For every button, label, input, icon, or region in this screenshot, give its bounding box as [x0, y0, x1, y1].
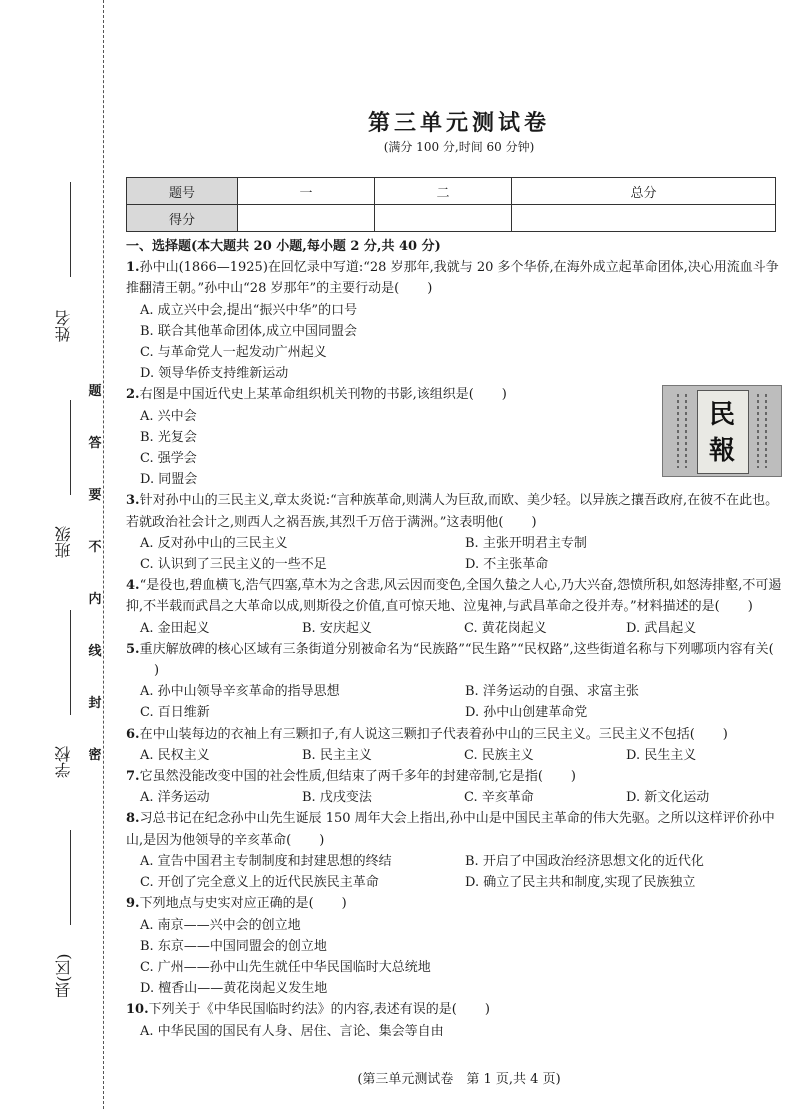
option-row	[126, 745, 790, 766]
question-number: 8.	[126, 811, 140, 827]
option: C. 强学会	[140, 451, 197, 467]
option-row	[126, 554, 790, 575]
option: B. 主张开明君主专制	[465, 535, 587, 551]
question-close: )	[154, 663, 160, 679]
school-field-line[interactable]	[70, 610, 71, 715]
option: B. 民主主义	[302, 747, 372, 763]
question-text: 下列关于《中华民国临时约法》的内容,表述有误的是(	[148, 1002, 457, 1018]
class-field-line[interactable]	[70, 400, 71, 495]
class-label: 班级	[54, 526, 73, 558]
question-number: 10.	[126, 1002, 149, 1018]
binding-char-da: 答	[88, 436, 102, 451]
score-header-label: 题号	[127, 178, 238, 205]
question-close: )	[570, 769, 576, 785]
name-field-line[interactable]	[70, 182, 71, 277]
question-number: 1.	[126, 260, 140, 276]
newspaper-title-char-2: 報	[708, 436, 735, 466]
option-row	[126, 618, 790, 639]
binding-char-xian: 线	[88, 644, 102, 659]
option: A. 洋务运动	[140, 790, 210, 806]
binding-margin	[0, 0, 118, 1109]
option: C. 辛亥革命	[464, 790, 534, 806]
question-text: 下列地点与史实对应正确的是(	[139, 896, 314, 912]
question-number: 6.	[126, 726, 140, 742]
option-row	[126, 533, 790, 554]
question-text: “是役也,碧血横飞,浩气四塞,草木为之含悲,风云因而变色,全国久蛰之人心,乃大兴奋,怨愤所积,如怒涛排壑,不可遏抑,不半载而武昌之大革命以成,则斯役之价值,直可惊天地、泣鬼神,与武昌革命之役并寿。”材料描述的是(	[126, 578, 782, 615]
question-text: 习总书记在纪念孙中山先生诞辰 150 周年大会上指出,孙中山是中国民主革命的伟大先驱。之所以这样评价孙中山,是因为他领导的辛亥革命(	[126, 811, 775, 848]
binding-char-yao: 要	[88, 488, 102, 503]
question-close: )	[501, 387, 507, 403]
option: B. 联合其他革命团体,成立中国同盟会	[140, 323, 357, 339]
option-row	[126, 851, 790, 872]
question-number: 5.	[126, 641, 140, 657]
question-text: 孙中山(1866—1925)在回忆录中写道:“28 岁那年,我就与 20 多个华侨,在海外成立起革命团体,决心用流血斗争推翻清王朝。”孙中山“28 岁那年”的主要行动是(	[126, 260, 779, 297]
newspaper-title-char-1: 民	[708, 400, 735, 430]
name-label: 姓名	[54, 310, 73, 342]
option-row	[126, 787, 790, 808]
score-row-label: 得分	[127, 205, 238, 232]
option: D. 新文化运动	[626, 790, 710, 806]
page-footer: (第三单元测试卷 第 1 页,共 4 页)	[357, 1072, 561, 1087]
score-cell-part1[interactable]	[238, 205, 375, 232]
question-9	[126, 893, 790, 914]
binding-char-feng: 封	[88, 696, 102, 711]
binding-char-bu: 不	[88, 540, 102, 555]
question-close: )	[484, 1002, 490, 1018]
binding-char-nei: 内	[88, 592, 102, 607]
question-3	[126, 490, 790, 532]
score-table	[126, 177, 776, 232]
question-close: )	[531, 514, 537, 530]
option: B. 东京——中国同盟会的创立地	[140, 938, 327, 954]
score-cell-total[interactable]	[511, 205, 775, 232]
county-field-line[interactable]	[70, 830, 71, 925]
question-5	[126, 639, 790, 681]
option: D. 领导华侨支持维新运动	[140, 366, 289, 382]
score-header-total: 总分	[511, 178, 775, 205]
question-7	[126, 766, 790, 787]
question-text: 重庆解放碑的核心区域有三条街道分别被命名为“民族路”“民生路”“民权路”,这些街道名称与下列哪项内容有关(	[139, 641, 774, 657]
option: B. 戊戌变法	[302, 790, 372, 806]
option: A. 兴中会	[140, 408, 197, 424]
page-subtitle: (满分 100 分,时间 60 分钟)	[383, 140, 535, 154]
option: B. 洋务运动的自强、求富主张	[465, 684, 639, 700]
binding-char-mi: 密	[88, 748, 102, 763]
question-close: )	[722, 726, 728, 742]
option: A. 中华民国的国民有人身、居住、言论、集会等自由	[140, 1023, 444, 1039]
question-2	[126, 384, 790, 405]
question-number: 7.	[126, 769, 140, 785]
option: A. 南京——兴中会的创立地	[140, 917, 301, 933]
score-header-part1: 一	[238, 178, 375, 205]
question-text: 在中山装每边的衣袖上有三颗扣子,有人说这三颗扣子代表着孙中山的三民主义。三民主义不包括(	[139, 726, 695, 742]
page-title: 第三单元测试卷	[367, 110, 550, 136]
question-6	[126, 724, 790, 745]
question-text: 针对孙中山的三民主义,章太炎说:“言种族革命,则满人为巨敌,而欧、美少轻。以异族之攘吾政府,在彼不在此也。若就政治社会计之,则西人之祸吾族,其烈千万倍于满洲。”这表明他(	[126, 493, 779, 530]
option: A. 宣告中国君主专制制度和封建思想的终结	[140, 853, 392, 869]
question-text: 右图是中国近代史上某革命组织机关刊物的书影,该组织是(	[139, 387, 474, 403]
option: D. 同盟会	[140, 472, 198, 488]
option: C. 开创了完全意义上的近代民族民主革命	[140, 875, 379, 891]
option: C. 黄花岗起义	[464, 620, 547, 636]
question-number: 4.	[126, 578, 140, 594]
option: C. 民族主义	[464, 747, 534, 763]
option-row	[126, 702, 790, 723]
question-number: 9.	[126, 896, 140, 912]
score-cell-part2[interactable]	[374, 205, 511, 232]
question-close: )	[319, 832, 325, 848]
score-header-part2: 二	[374, 178, 511, 205]
county-label: 县(区)	[54, 953, 73, 998]
option: D. 孙中山创建革命党	[465, 705, 588, 721]
option: A. 孙中山领导辛亥革命的指导思想	[140, 684, 340, 700]
question-number: 2.	[126, 387, 140, 403]
section-heading: 一、选择题(本大题共 20 小题,每小题 2 分,共 40 分)	[126, 239, 441, 254]
question-10	[126, 999, 790, 1020]
option: D. 檀香山——黄花岗起义发生地	[140, 981, 328, 997]
question-4	[126, 575, 790, 617]
option-row	[126, 681, 790, 702]
option: C. 广州——孙中山先生就任中华民国临时大总统地	[140, 959, 431, 975]
option: A. 反对孙中山的三民主义	[140, 535, 288, 551]
option: A. 成立兴中会,提出“振兴中华”的口号	[140, 302, 358, 318]
option: D. 民生主义	[626, 747, 697, 763]
option: D. 武昌起义	[626, 620, 697, 636]
exam-content	[126, 236, 790, 1042]
binding-char-ti: 题	[88, 384, 102, 399]
option: A. 金田起义	[140, 620, 210, 636]
question-1	[126, 257, 790, 299]
question-8	[126, 808, 790, 850]
question-close: )	[747, 599, 753, 615]
option: D. 不主张革命	[465, 557, 549, 573]
question-close: )	[427, 281, 433, 297]
option: C. 认识到了三民主义的一些不足	[140, 557, 327, 573]
score-table-header-row	[127, 178, 776, 205]
option: A. 民权主义	[140, 747, 210, 763]
option: D. 确立了民主共和制度,实现了民族独立	[465, 875, 696, 891]
option: C. 与革命党人一起发动广州起义	[140, 345, 327, 361]
option: B. 开启了中国政治经济思想文化的近代化	[465, 853, 704, 869]
school-label: 学校	[54, 746, 73, 778]
option-row	[126, 872, 790, 893]
score-table-score-row	[127, 205, 776, 232]
option: B. 安庆起义	[302, 620, 372, 636]
question-number: 3.	[126, 493, 140, 509]
question-close: )	[341, 896, 347, 912]
option: C. 百日维新	[140, 705, 210, 721]
option: B. 光复会	[140, 429, 197, 445]
question-text: 它虽然没能改变中国的社会性质,但结束了两千多年的封建帝制,它是指(	[139, 769, 543, 785]
